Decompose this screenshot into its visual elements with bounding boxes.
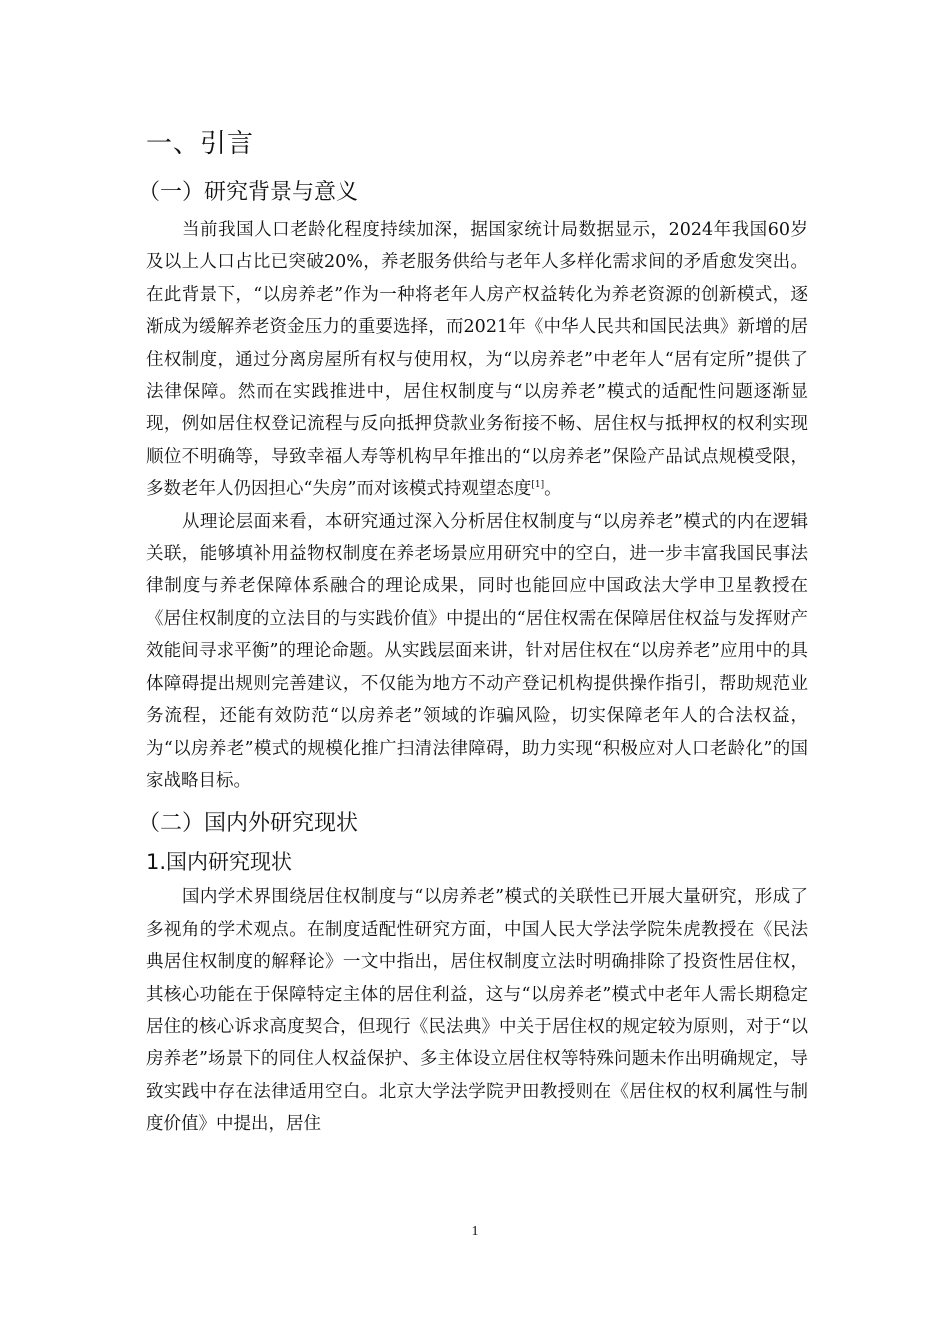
paragraph-background-text: 当前我国人口老龄化程度持续加深，据国家统计局数据显示，2024年我国60岁及以上人口占比已突破20%，养老服务供给与老年人多样化需求间的矛盾愈发突出。在此背景下，“以房养老”作为一种将老年人房产权益转化为养老资源的创新模式，逐渐成为缓解养老资金压力的重要选择，而2021年《中华人民共和国民法典》新增的居住权制度，通过分离房屋所有权与使用权，为“以房养老”中老年人“居有定所”提供了法律保障。然而在实践推进中，居住权制度与“以房养老”模式的适配性问题逐渐显现，例如居住权登记流程与反向抵押贷款业务衔接不畅、居住权与抵押权的权利实现顺位不明确等，导致幸福人寿等机构早年推出的“以房养老”保险产品试点规模受限，多数老年人仍因担心“失房”而对该模式持观望态度 xyxy=(146,220,808,500)
document-body xyxy=(138,124,808,1141)
section-heading-research-status: （二）国内外研究现状 xyxy=(138,811,359,837)
citation-marker: [1] xyxy=(531,480,545,491)
paragraph-background-end: 。 xyxy=(544,479,562,500)
paragraph-background xyxy=(146,214,808,506)
section-heading-background: （一）研究背景与意义 xyxy=(138,180,359,205)
page-number: 1 xyxy=(471,1224,479,1239)
paragraph-domestic-research: 国内学术界围绕居住权制度与“以房养老”模式的关联性已开展大量研究，形成了多视角的学术观点。在制度适配性研究方面，中国人民大学法学院朱虎教授在《民法典居住权制度的解释论》一文中指出，居住权制度立法时明确排除了投资性居住权，其核心功能在于保障特定主体的居住利益，这与“以房养老”模式中老年人需长期稳定居住的核心诉求高度契合，但现行《民法典》中关于居住权的规定较为原则，对于“以房养老”场景下的同住人权益保护、多主体设立居住权等特殊问题未作出明确规定，导致实践中存在法律适用空白。北京大学法学院尹田教授则在《居住权的权利属性与制度价值》中提出，居住 xyxy=(146,887,808,1135)
paragraph-significance: 从理论层面来看，本研究通过深入分析居住权制度与“以房养老”模式的内在逻辑关联，能够填补用益物权制度在养老场景应用研究中的空白，进一步丰富我国民事法律制度与养老保障体系融合的理论成果，同时也能回应中国政法大学申卫星教授在《居住权制度的立法目的与实践价值》中提出的“居住权需在保障居住权益与发挥财产效能间寻求平衡”的理论命题。从实践层面来讲，针对居住权在“以房养老”应用中的具体障碍提出规则完善建议，不仅能为地方不动产登记机构提供操作指引，帮助规范业务流程，还能有效防范“以房养老”领域的诈骗风险，切实保障老年人的合法权益，为“以房养老”模式的规模化推广扫清法律障碍，助力实现“积极应对人口老龄化”的国家战略目标。 xyxy=(146,511,808,791)
chapter-heading: 一、引言 xyxy=(146,129,255,159)
subsection-heading-domestic: 1.国内研究现状 xyxy=(146,850,293,875)
